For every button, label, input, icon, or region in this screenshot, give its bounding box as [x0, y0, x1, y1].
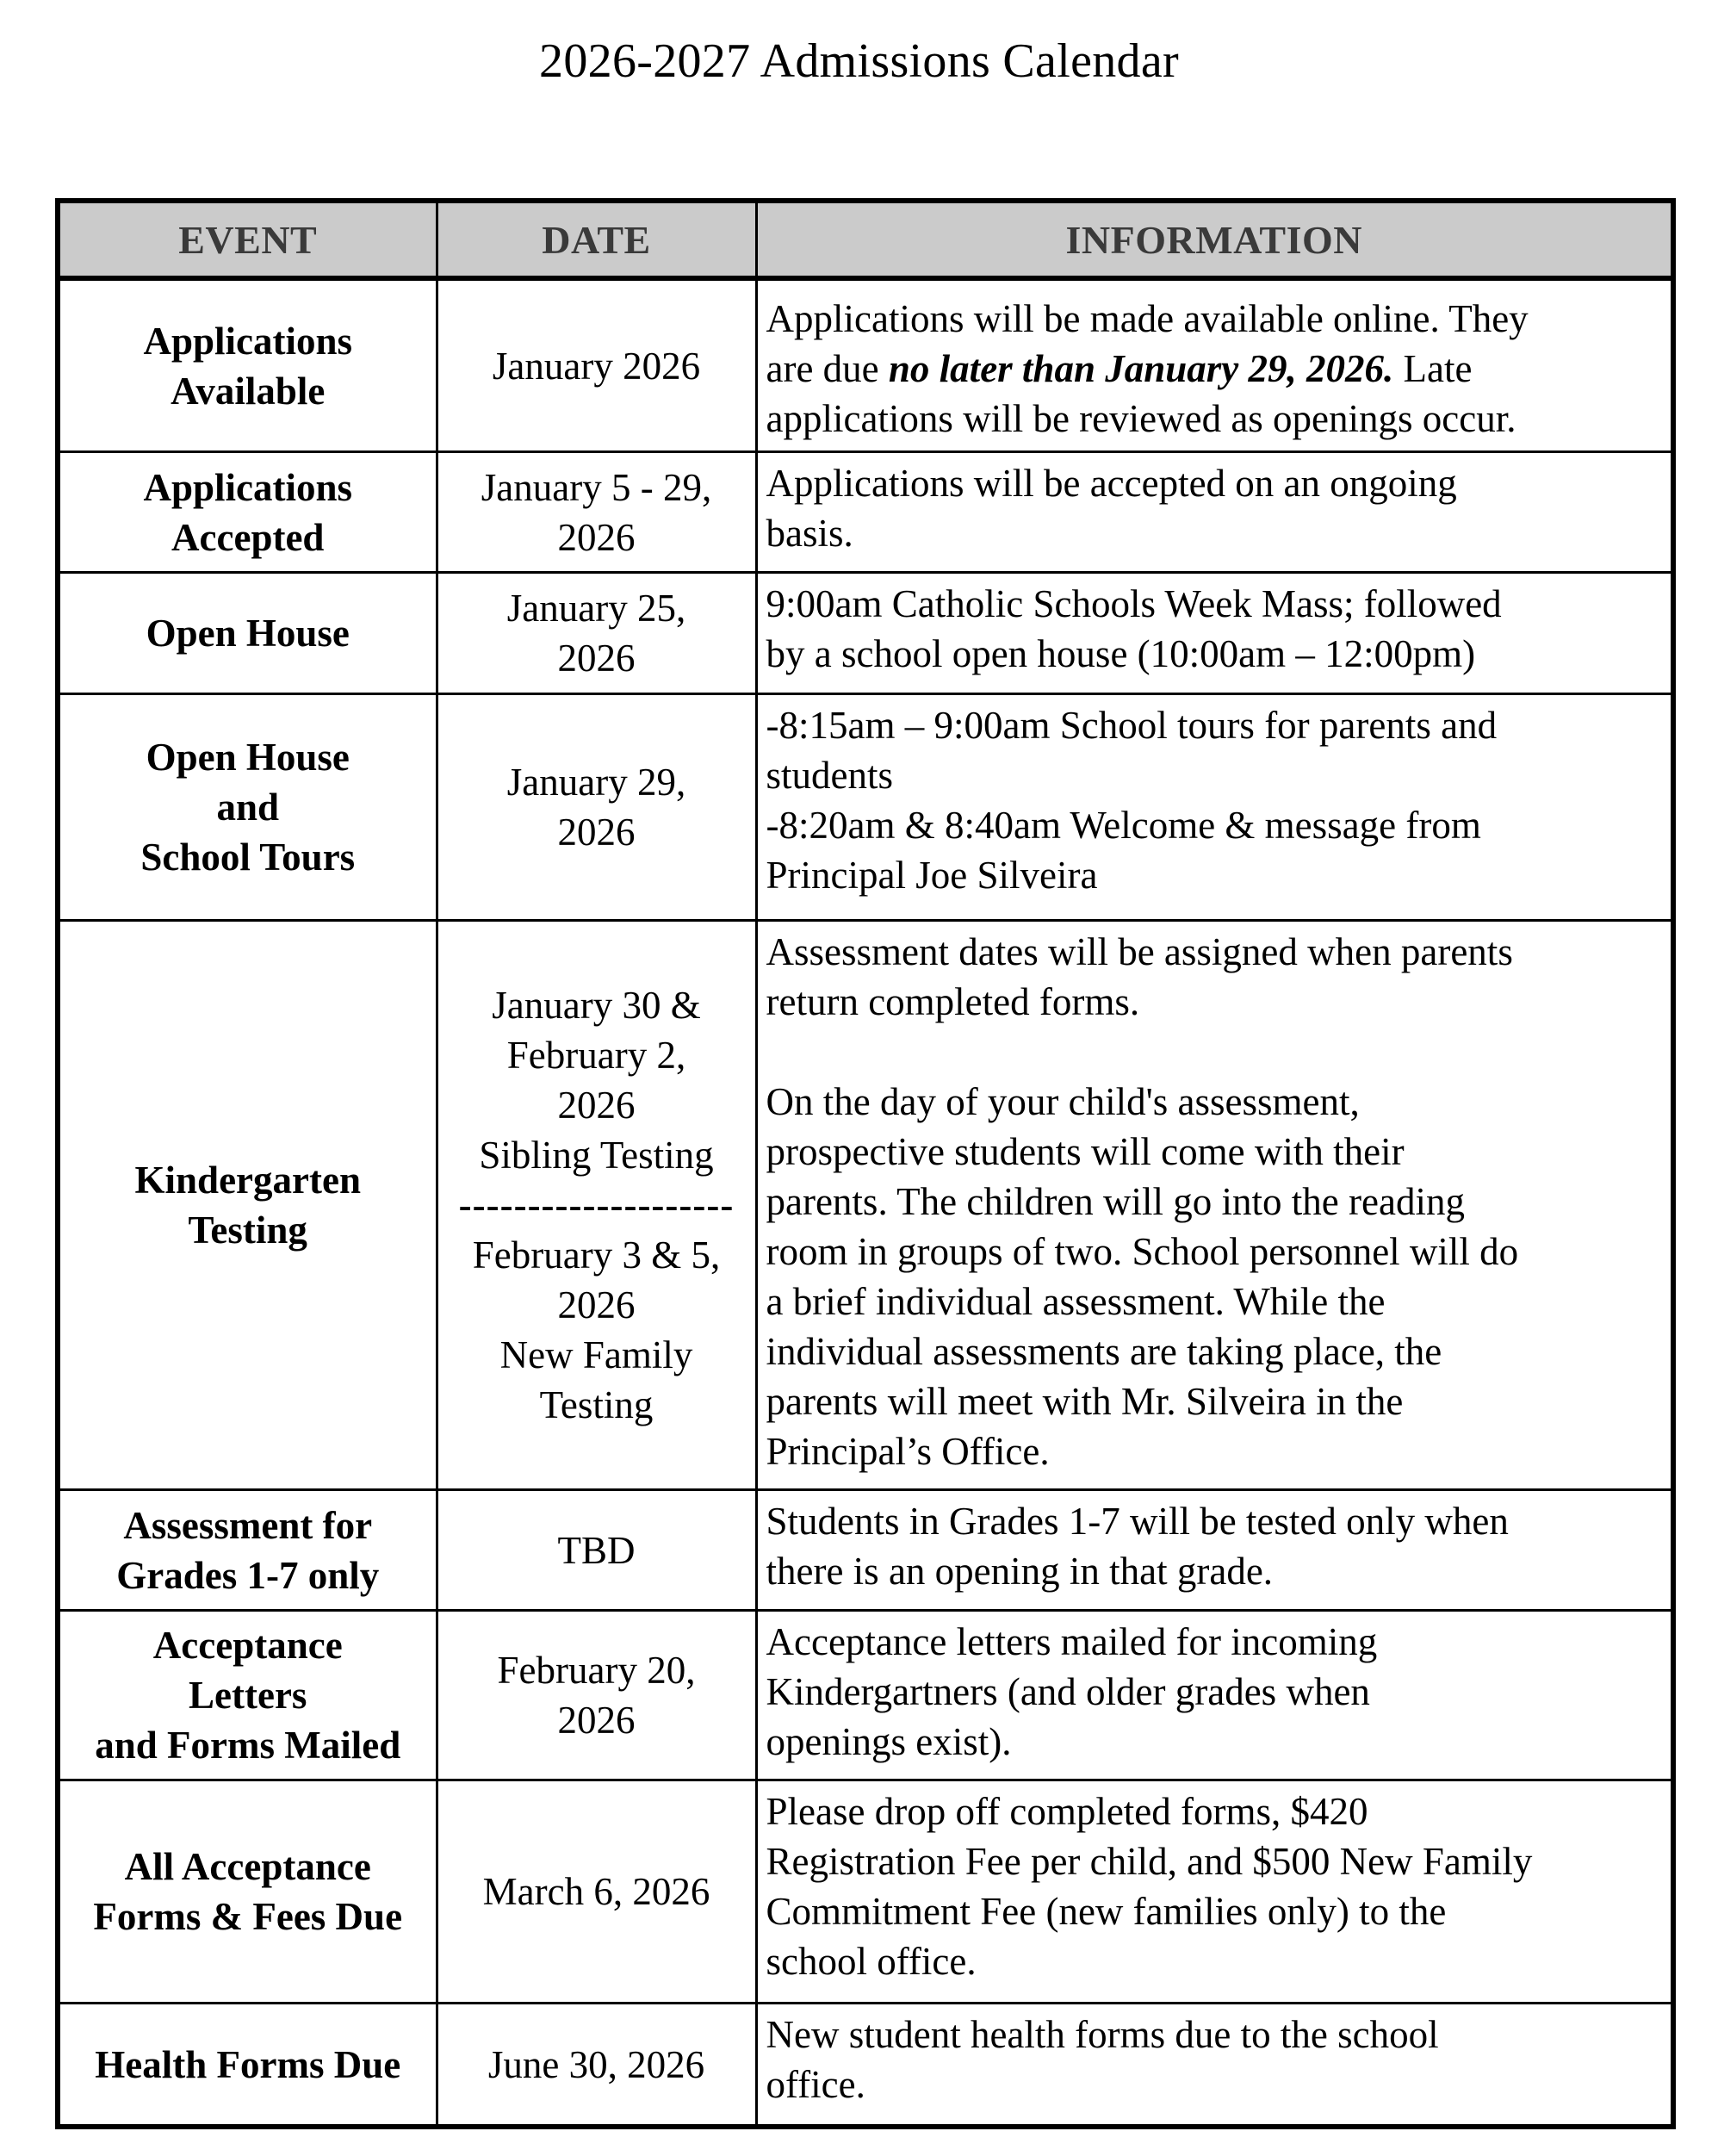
info-text: room in groups of two. School personnel will do	[766, 1230, 1519, 1273]
date-cell	[437, 452, 756, 573]
info-text: Commitment Fee (new families only) to the	[766, 1890, 1447, 1933]
event-text: Open House	[146, 612, 350, 655]
info-text: applications will be reviewed as openings occur.	[766, 396, 1516, 440]
date-text: TBD	[557, 1528, 636, 1572]
event-text: Letters	[189, 1674, 307, 1717]
deadline-emphasis: no later than January 29, 2026.	[888, 346, 1394, 390]
info-text: openings exist).	[766, 1720, 1012, 1763]
event-text: Grades 1-7 only	[116, 1553, 380, 1597]
event-cell	[58, 921, 437, 1490]
event-text: Testing	[188, 1208, 307, 1252]
info-text: -8:15am – 9:00am School tours for parents and	[766, 704, 1498, 747]
table-row-kindergarten-testing	[58, 921, 1673, 1490]
info-text: parents. The children will go into the reading	[766, 1180, 1465, 1223]
date-text: February 20,	[497, 1649, 696, 1692]
date-cell	[437, 921, 756, 1490]
table-row-health-forms-due	[58, 2004, 1673, 2128]
date-cell	[437, 2004, 756, 2128]
event-text: School Tours	[140, 836, 356, 879]
date-text: 2026	[557, 1084, 636, 1127]
information-cell	[756, 573, 1673, 694]
admissions-calendar-table	[55, 198, 1676, 2129]
info-text: office.	[766, 2063, 865, 2106]
information-cell	[756, 452, 1673, 573]
date-text: 2026	[557, 515, 636, 559]
info-text: Registration Fee per child, and $500 New Family	[766, 1840, 1533, 1883]
info-text: Please drop off completed forms, $420	[766, 1790, 1368, 1833]
date-text: January 2026	[492, 344, 701, 388]
info-text: Principal’s Office.	[766, 1430, 1050, 1473]
date-text: 2026	[557, 637, 636, 680]
event-text: Applications	[143, 465, 353, 509]
event-text: Open House	[146, 736, 350, 779]
table-row-applications-accepted	[58, 452, 1673, 573]
info-text: Applications will be accepted on an ongoing	[766, 462, 1457, 505]
information-cell	[756, 278, 1673, 452]
info-text: parents will meet with Mr. Silveira in the	[766, 1380, 1404, 1423]
info-text: New student health forms due to the school	[766, 2013, 1439, 2056]
date-cell	[437, 1611, 756, 1780]
event-cell	[58, 452, 437, 573]
info-text: return completed forms.	[766, 980, 1140, 1023]
event-text: and Forms Mailed	[95, 1724, 401, 1767]
info-text: Late	[1393, 346, 1473, 390]
date-text: February 2,	[506, 1034, 686, 1077]
information-cell	[756, 921, 1673, 1490]
event-cell	[58, 278, 437, 452]
date-label: Testing	[539, 1383, 654, 1426]
date-text: 2026	[557, 811, 636, 854]
info-text: individual assessments are taking place, the	[766, 1330, 1442, 1373]
date-label: New Family	[499, 1333, 693, 1376]
date-label: Sibling Testing	[479, 1134, 714, 1177]
info-text: are due	[766, 346, 889, 390]
event-text: Assessment for	[123, 1503, 373, 1547]
info-text: school office.	[766, 1940, 977, 1983]
information-cell	[756, 2004, 1673, 2128]
info-text: Principal Joe Silveira	[766, 854, 1098, 897]
date-separator: --------------------	[458, 1184, 735, 1227]
event-text: Health Forms Due	[95, 2042, 401, 2086]
date-text: January 5 - 29,	[481, 465, 712, 509]
info-text: 9:00am Catholic Schools Week Mass; followed	[766, 582, 1502, 625]
info-text: On the day of your child's assessment,	[766, 1080, 1360, 1123]
date-text: January 30 &	[492, 984, 701, 1027]
table-row-applications-available	[58, 278, 1673, 452]
info-text: prospective students will come with their	[766, 1130, 1405, 1173]
event-text: Accepted	[171, 515, 325, 559]
date-text: March 6, 2026	[482, 1870, 710, 1913]
column-header-information: INFORMATION	[756, 201, 1673, 278]
table-row-assessment-grades-1-7	[58, 1490, 1673, 1611]
column-header-event: EVENT	[58, 201, 437, 278]
info-text: -8:20am & 8:40am Welcome & message from	[766, 804, 1481, 847]
info-text: Assessment dates will be assigned when parents	[766, 930, 1513, 973]
page-title: 2026-2027 Admissions Calendar	[539, 34, 1179, 88]
date-cell	[437, 573, 756, 694]
date-text: June 30, 2026	[487, 2042, 705, 2086]
information-cell	[756, 694, 1673, 921]
date-text: 2026	[557, 1699, 636, 1742]
date-cell	[437, 1780, 756, 2004]
date-text: 2026	[557, 1283, 636, 1327]
date-cell	[437, 694, 756, 921]
event-cell	[58, 2004, 437, 2128]
info-text: Students in Grades 1-7 will be tested only when	[766, 1500, 1509, 1543]
info-text: Acceptance letters mailed for incoming	[766, 1620, 1378, 1663]
table-row-open-house-and-school-tours	[58, 694, 1673, 921]
info-text: by a school open house (10:00am – 12:00pm)	[766, 632, 1476, 675]
event-cell	[58, 573, 437, 694]
paragraph-spacer	[766, 1027, 1665, 1077]
event-cell	[58, 1611, 437, 1780]
info-text: basis.	[766, 512, 853, 555]
information-cell	[756, 1490, 1673, 1611]
table-row-forms-and-fees-due	[58, 1780, 1673, 2004]
date-cell	[437, 278, 756, 452]
event-text: Forms & Fees Due	[93, 1895, 403, 1938]
info-text: Kindergartners (and older grades when	[766, 1670, 1370, 1713]
table-header-row	[58, 201, 1673, 278]
information-cell	[756, 1780, 1673, 2004]
event-text: Kindergarten	[134, 1159, 361, 1202]
event-text: All Acceptance	[124, 1845, 371, 1888]
column-header-date: DATE	[437, 201, 756, 278]
table-row-open-house	[58, 573, 1673, 694]
date-cell	[437, 1490, 756, 1611]
table-row-acceptance-letters-mailed	[58, 1611, 1673, 1780]
event-text: Acceptance	[152, 1624, 343, 1667]
info-text-with-deadline	[766, 344, 1665, 394]
event-cell	[58, 1490, 437, 1611]
event-text: Available	[171, 369, 326, 413]
event-cell	[58, 1780, 437, 2004]
info-text: Applications will be made available online. They	[766, 296, 1529, 340]
event-cell	[58, 694, 437, 921]
info-text: students	[766, 754, 894, 797]
date-text: January 25,	[506, 587, 686, 630]
event-text: and	[216, 786, 280, 829]
info-text: a brief individual assessment. While the	[766, 1280, 1386, 1323]
event-text: Applications	[143, 319, 353, 363]
info-text: there is an opening in that grade.	[766, 1550, 1274, 1593]
information-cell	[756, 1611, 1673, 1780]
date-text: January 29,	[506, 761, 686, 804]
date-text: February 3 & 5,	[472, 1233, 721, 1277]
